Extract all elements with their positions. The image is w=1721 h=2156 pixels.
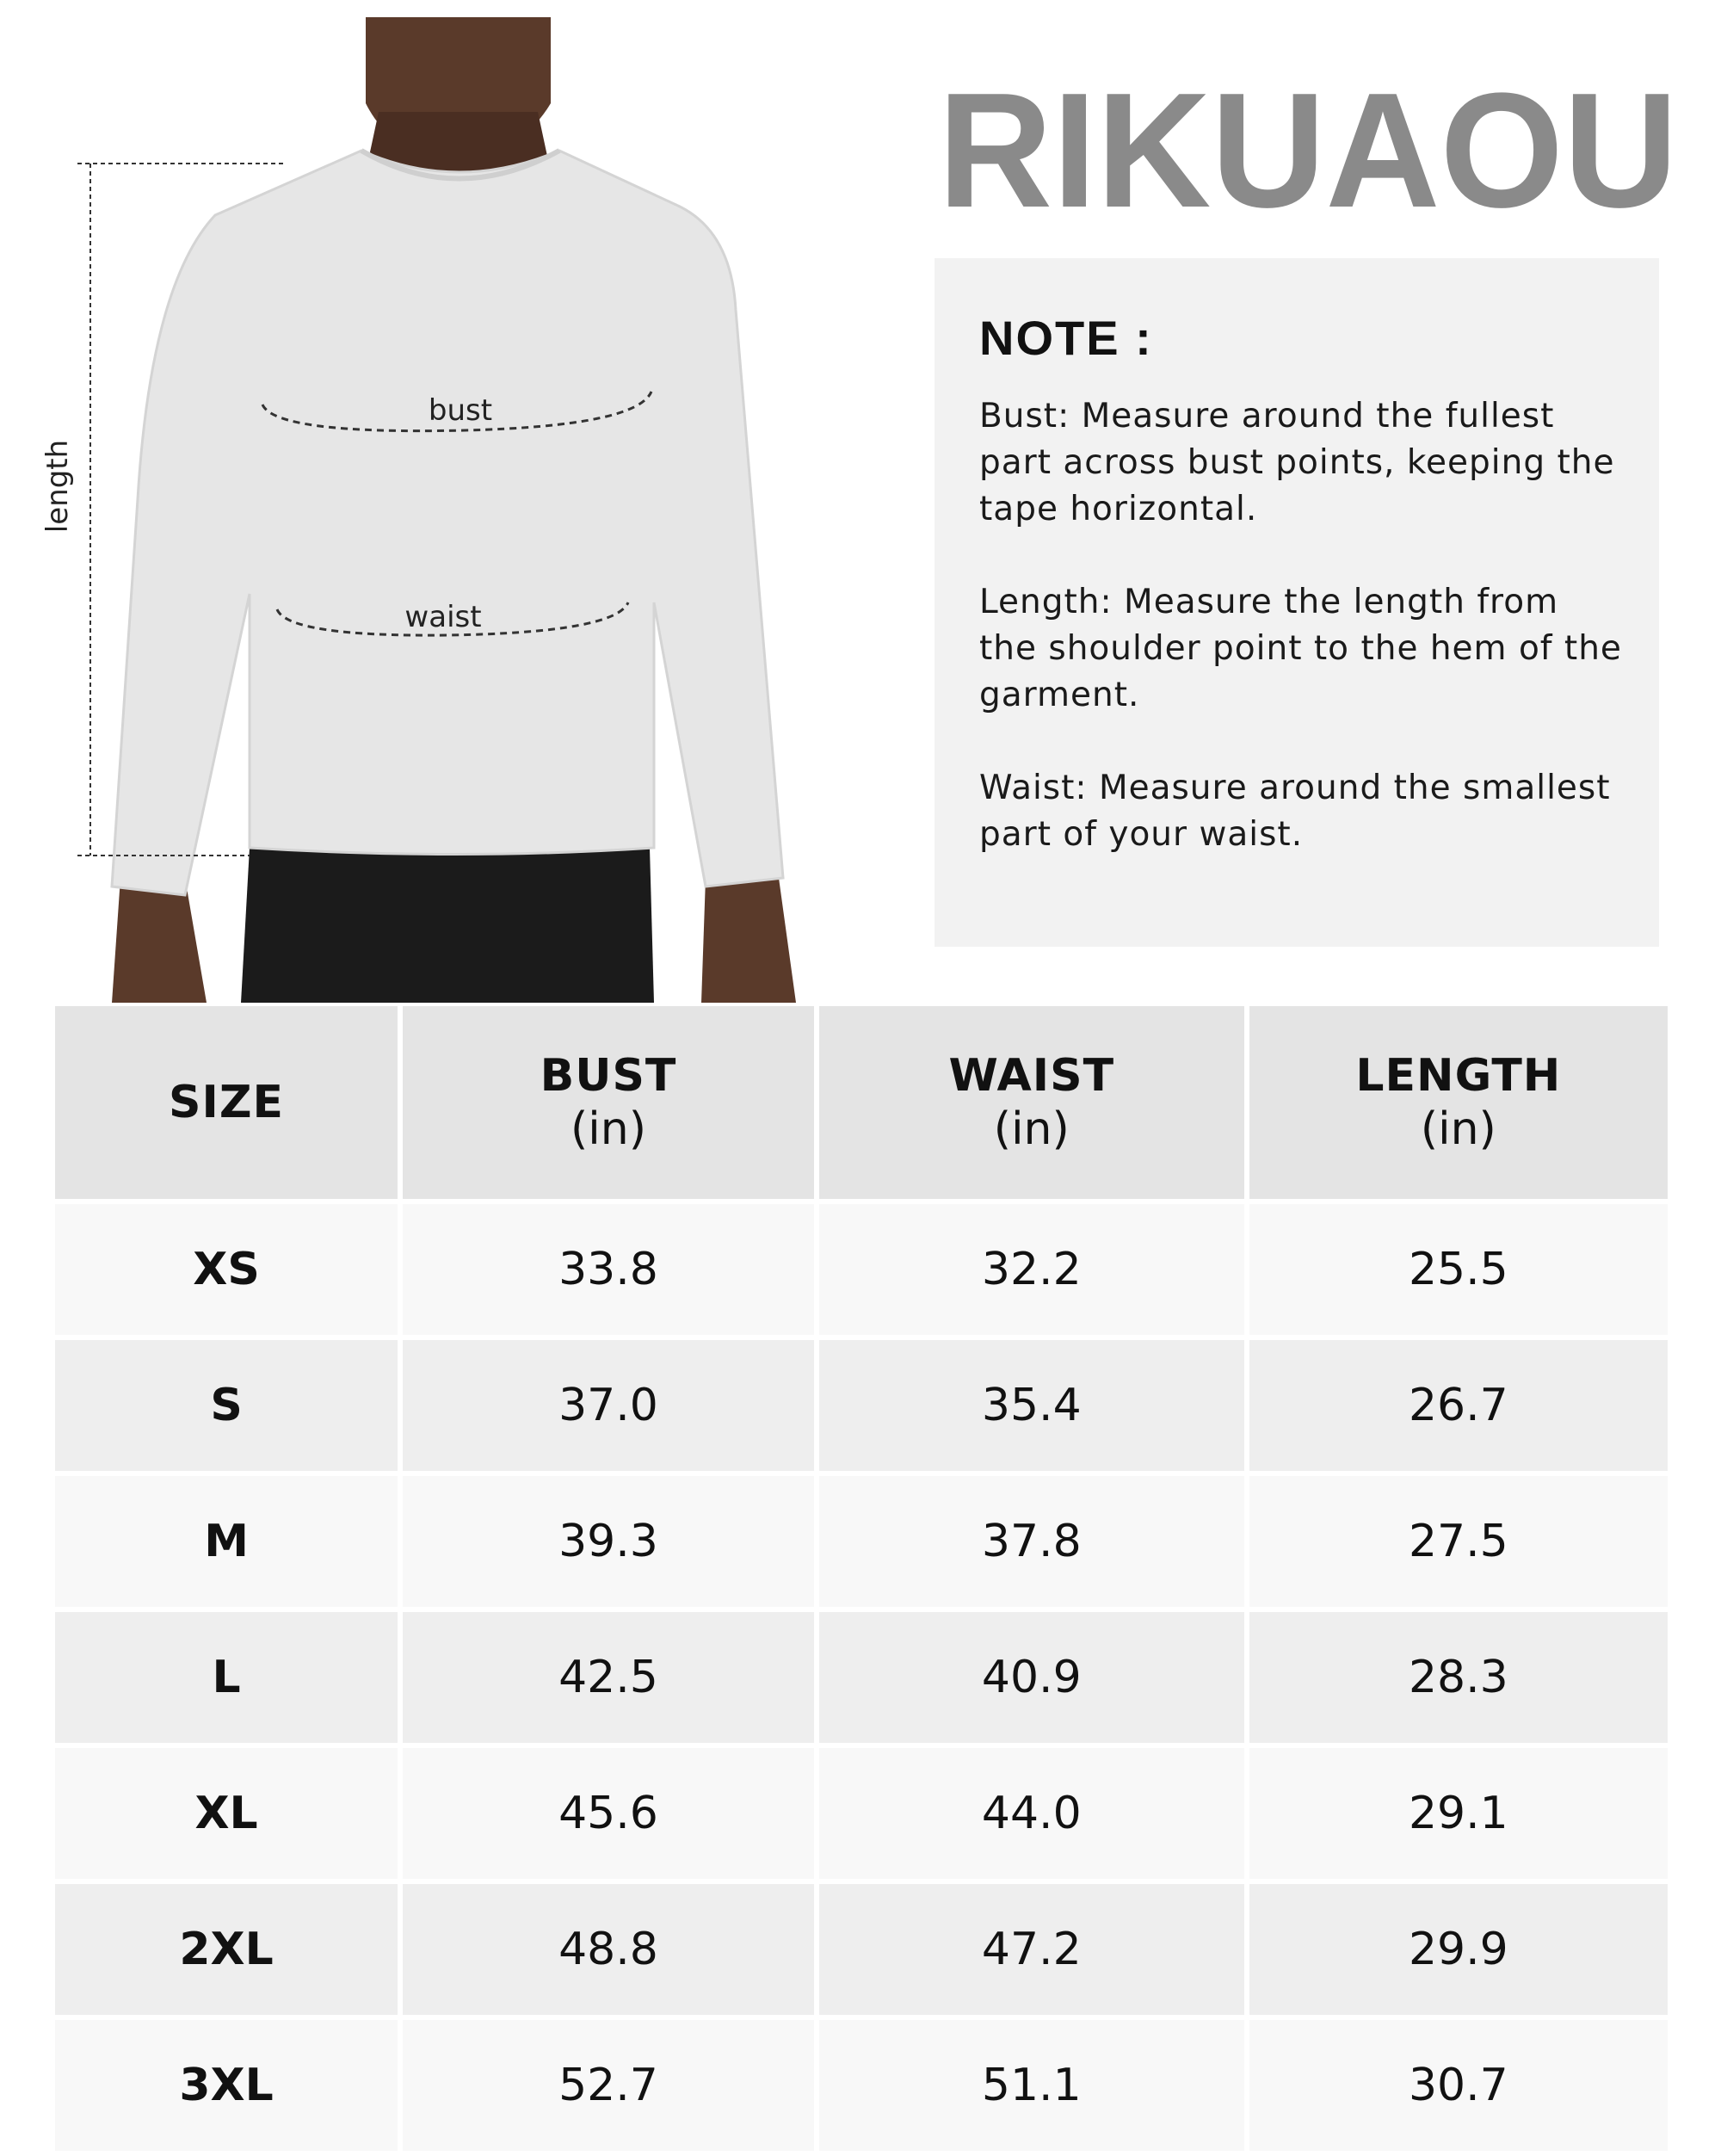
waist-cell: 37.8: [819, 1476, 1244, 1607]
size-cell: M: [55, 1476, 398, 1607]
length-cell: 26.7: [1249, 1340, 1668, 1471]
header-size: [55, 1006, 398, 1199]
waist-cell: 44.0: [819, 1748, 1244, 1879]
model-right-hand: [701, 878, 796, 1003]
bust-cell: 52.7: [403, 2020, 814, 2151]
header-waist: [819, 1006, 1244, 1199]
bust-cell: 39.3: [403, 1476, 814, 1607]
note-title: NOTE :: [979, 311, 1153, 365]
bust-cell: 42.5: [403, 1612, 814, 1743]
table-row: [55, 1612, 1668, 1743]
size-chart-table: [50, 1001, 1673, 2156]
length-cell: 28.3: [1249, 1612, 1668, 1743]
bust-cell: 37.0: [403, 1340, 814, 1471]
table-row: [55, 1476, 1668, 1607]
table-row: [55, 1748, 1668, 1879]
bust-cell: 48.8: [403, 1884, 814, 2015]
size-cell: XL: [55, 1748, 398, 1879]
length-cell: 25.5: [1249, 1204, 1668, 1335]
waist-cell: 40.9: [819, 1612, 1244, 1743]
header-bust-name: BUST: [540, 1050, 677, 1102]
table-row: [55, 1884, 1668, 2015]
note-bust-instruction: Bust: Measure around the fullest part across bust points, keeping the tape horizontal.: [979, 397, 1615, 528]
waist-cell: 32.2: [819, 1204, 1244, 1335]
shirt: [112, 151, 783, 895]
table-row: [55, 1204, 1668, 1335]
header-length: [1249, 1006, 1668, 1199]
waist-label: waist: [404, 600, 482, 634]
size-chart-header-row: [55, 1006, 1668, 1199]
waist-cell: 51.1: [819, 2020, 1244, 2151]
length-cell: 30.7: [1249, 2020, 1668, 2151]
size-cell: S: [55, 1340, 398, 1471]
bust-label: bust: [428, 393, 493, 428]
measurement-note-box: [935, 258, 1659, 947]
brand-logo-text: RIKUAOU: [938, 82, 1678, 219]
header-bust: [403, 1006, 814, 1199]
model-left-hand: [112, 878, 207, 1003]
size-cell: 3XL: [55, 2020, 398, 2151]
header-length-name: LENGTH: [1355, 1050, 1562, 1102]
waist-cell: 35.4: [819, 1340, 1244, 1471]
size-cell: 2XL: [55, 1884, 398, 2015]
table-row: [55, 1340, 1668, 1471]
shirt-model-illustration: [0, 0, 938, 1003]
size-cell: L: [55, 1612, 398, 1743]
header-waist-name: WAIST: [948, 1050, 1115, 1102]
length-cell: 29.9: [1249, 1884, 1668, 2015]
note-length-instruction: Length: Measure the length from the shoulder point to the hem of the garment.: [979, 583, 1622, 714]
length-cell: 27.5: [1249, 1476, 1668, 1607]
waist-cell: 47.2: [819, 1884, 1244, 2015]
model-pants: [241, 848, 654, 1003]
bust-cell: 33.8: [403, 1204, 814, 1335]
header-size-name: SIZE: [169, 1077, 285, 1128]
note-waist-instruction: Waist: Measure around the smallest part of your waist.: [979, 769, 1611, 854]
header-length-unit: (in): [1420, 1103, 1496, 1155]
length-label: length: [40, 439, 75, 534]
size-cell: XS: [55, 1204, 398, 1335]
brand-logo: [938, 82, 1678, 219]
header-bust-unit: (in): [571, 1103, 646, 1155]
table-row: [55, 2020, 1668, 2151]
bust-cell: 45.6: [403, 1748, 814, 1879]
length-cell: 29.1: [1249, 1748, 1668, 1879]
header-waist-unit: (in): [993, 1103, 1070, 1155]
